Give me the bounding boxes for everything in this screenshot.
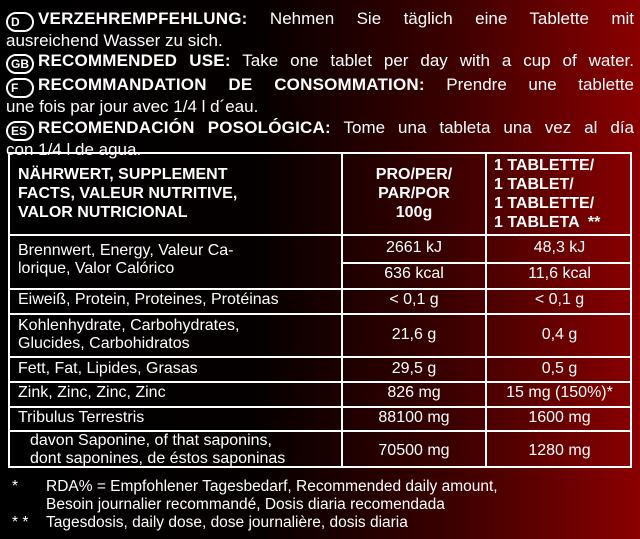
recommendation-text-cont: con 1/4 l de agua.: [6, 140, 142, 159]
value-energy-kcal-tablet: 11,6 kcal: [528, 265, 591, 282]
footnote-daily-dose: * * Tagesdosis, daily dose, dose journalière, dosis diaria: [12, 514, 408, 531]
row-divider: [10, 406, 630, 408]
row-divider: [10, 381, 630, 383]
header-per-tablet: 1 TABLETTE/ 1 TABLET/ 1 TABLETTE/ 1 TABLETA **: [494, 157, 601, 231]
recommendation-gb: [6, 52, 634, 74]
recommendation-de: [6, 10, 634, 51]
value-tribulus-tablet: 1600 mg: [528, 409, 591, 426]
value-protein-tablet: < 0,1 g: [534, 291, 585, 308]
value-carbohydrates-100g: 21,6 g: [391, 326, 437, 343]
value-energy-kcal-100g: 636 kcal: [384, 265, 444, 282]
row-label-fat: Fett, Fat, Lipides, Grasas: [18, 360, 198, 377]
header-divider: [10, 234, 630, 236]
recommendation-title: RECOMENDACIÓN POSOLÓGICA:: [38, 118, 331, 137]
recommendation-title: RECOMMENDED USE:: [38, 51, 231, 70]
language-badge-es: ES: [6, 121, 34, 141]
row-label-saponins: davon Saponine, of that saponins, dont saponines, de éstos saponinas: [30, 432, 286, 467]
recommendation-title: RECOMMANDATION DE CONSOMMATION:: [38, 75, 425, 94]
footnote-mark: * *: [12, 514, 29, 531]
value-tribulus-100g: 88100 mg: [378, 409, 450, 426]
value-protein-100g: < 0,1 g: [389, 291, 439, 308]
value-zinc-tablet: 15 mg (150%)*: [506, 384, 613, 401]
value-fat-tablet: 0,5 g: [541, 360, 578, 377]
recommendation-text: Nehmen Sie täglich eine Tablette mit: [269, 9, 634, 28]
recommendation-text: Prendre une tablette: [446, 75, 634, 94]
row-divider: [10, 313, 630, 315]
recommendation-text-cont: une fois par jour avec 1/4 l d´eau.: [6, 97, 259, 116]
value-saponins-100g: 70500 mg: [378, 442, 450, 459]
recommendation-text: Tome una tableta una vez al día: [343, 118, 635, 137]
row-label-tribulus: Tribulus Terrestris: [18, 409, 145, 426]
value-fat-100g: 29,5 g: [391, 360, 437, 377]
value-zinc-100g: 826 mg: [387, 384, 441, 401]
value-saponins-tablet: 1280 mg: [528, 442, 591, 459]
sub-row-divider: [341, 262, 632, 264]
nutrition-table: [8, 152, 632, 468]
value-energy-kj-100g: 2661 kJ: [385, 239, 443, 256]
recommendation-f: [6, 76, 634, 117]
header-nutrient: NÄHRWERT, SUPPLEMENT FACTS, VALEUR NUTRITIVE, VALOR NUTRICIONAL: [18, 166, 238, 221]
language-badge-de: D: [6, 12, 34, 32]
footnote-mark: *: [12, 478, 19, 495]
row-divider: [10, 288, 630, 290]
language-badge-f: F: [6, 78, 34, 98]
header-per-100g: PRO/PER/ PAR/POR 100g: [375, 166, 453, 221]
value-energy-kj-tablet: 48,3 kJ: [533, 239, 586, 256]
row-divider: [10, 356, 630, 358]
recommendation-title: VERZEHREMPFEHLUNG:: [38, 9, 248, 28]
row-label-zinc: Zink, Zinc, Zinc, Zinc: [18, 384, 166, 401]
language-badge-gb: GB: [6, 54, 34, 74]
row-label-carbohydrates: Kohlenhydrate, Carbohydrates, Glucides, Carbohidratos: [18, 317, 240, 352]
value-carbohydrates-tablet: 0,4 g: [541, 326, 578, 343]
row-label-energy: Brennwert, Energy, Valeur Ca- lorique, Valor Calórico: [18, 242, 234, 277]
row-label-protein: Eiweiß, Protein, Proteines, Protéinas: [18, 291, 279, 308]
recommendation-text-cont: ausreichend Wasser zu sich.: [6, 31, 223, 50]
recommendation-text: Take one tablet per day with a cup of water.: [242, 51, 634, 70]
footnote-rda: * RDA% = Empfohlener Tagesbedarf, Recommended daily amount, Besoin journalier recommandé, Dosis diaria recomendada: [12, 478, 498, 513]
